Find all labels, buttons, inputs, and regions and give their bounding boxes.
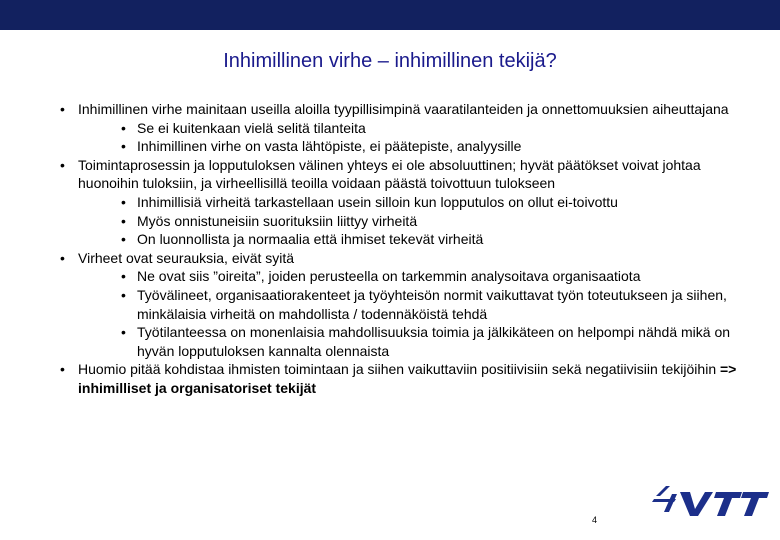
sub-bullet-text: On luonnollista ja normaalia että ihmiset tekevät virheitä bbox=[137, 231, 484, 248]
sub-bullet-marker: • bbox=[121, 119, 126, 136]
sub-bullet-marker: • bbox=[121, 231, 126, 248]
sub-bullet-item bbox=[121, 267, 738, 286]
sub-bullet-item bbox=[121, 286, 738, 323]
sub-bullet-item bbox=[121, 323, 738, 360]
sub-bullet-text: Ne ovat siis ”oireita”, joiden perusteella on tarkemmin analysoitava organisaatiota bbox=[137, 268, 641, 285]
bullet-marker: • bbox=[60, 101, 65, 117]
bullet-item bbox=[58, 249, 738, 361]
sub-bullet-marker: • bbox=[121, 324, 126, 341]
sub-bullet-text: Inhimillinen virhe on vasta lähtöpiste, ei päätepiste, analyysille bbox=[137, 138, 522, 155]
bullet-text: Huomio pitää kohdistaa ihmisten toimintaan ja siihen vaikuttaviin positiivisiin sekä negatiivisiin tekijöihin bbox=[78, 361, 720, 378]
sub-bullet-marker: • bbox=[121, 138, 126, 155]
bullet-marker: • bbox=[60, 249, 65, 266]
logo-wave-mark bbox=[656, 486, 670, 496]
sub-bullet-item bbox=[121, 212, 738, 231]
sub-bullet-text: Myös onnistuneisiin suorituksiin liittyy virheitä bbox=[137, 212, 418, 229]
sub-bullet-marker: • bbox=[121, 268, 126, 285]
sub-bullet-item bbox=[121, 119, 738, 138]
sub-bullet-marker: • bbox=[121, 286, 126, 303]
sub-bullet-text: Inhimillisiä virheitä tarkastellaan usein silloin kun lopputulos on ollut ei-toivottu bbox=[137, 193, 618, 210]
sub-bullet-item bbox=[121, 137, 738, 156]
sub-bullet-list bbox=[78, 193, 738, 249]
bullet-marker: • bbox=[60, 361, 65, 378]
sub-bullet-item bbox=[121, 193, 738, 212]
sub-bullet-marker: • bbox=[121, 212, 126, 229]
slide-title: Inhimillinen virhe – inhimillinen tekijä? bbox=[223, 50, 557, 72]
sub-bullet-list bbox=[78, 267, 738, 360]
bullet-text: Inhimillinen virhe mainitaan useilla aloilla tyypillisimpinä vaaratilanteiden ja onnettomuuksien aiheuttajana bbox=[78, 101, 729, 117]
sub-bullet-marker: • bbox=[121, 193, 126, 210]
top-bar bbox=[0, 0, 780, 30]
vtt-logo bbox=[650, 482, 770, 522]
bullet-marker: • bbox=[60, 156, 65, 173]
sub-bullet-text: Työtilanteessa on monenlaisia mahdollisuuksia toimia ja jälkikäteen on helpompi nähdä mikä on hyvän lopputuloksen kannalta olennaista bbox=[137, 324, 731, 359]
bullet-bold-text: => inhimilliset ja organisatoriset tekijät bbox=[78, 361, 737, 396]
page-number: 4 bbox=[592, 515, 598, 525]
sub-bullet-text: Se ei kuitenkaan vielä selitä tilanteita bbox=[137, 119, 366, 136]
sub-bullet-text: Työvälineet, organisaatiorakenteet ja työyhteisön normit vaikuttavat työn toteutukseen ja siihen, minkälaisia virheitä on mahdollista / todennäköistä tehdä bbox=[137, 286, 727, 322]
bullet-text: Toimintaprosessin ja lopputuloksen välinen yhteys ei ole absoluuttinen; hyvät päätökset voivat johtaa huonoihin tuloksiin, ja virheellisillä teoilla voidaan päästä toivottuun tulokseen bbox=[78, 156, 701, 192]
bullet-list bbox=[58, 100, 738, 398]
bullet-item bbox=[58, 360, 738, 397]
bullet-text: Virheet ovat seurauksia, eivät syitä bbox=[78, 249, 295, 266]
sub-bullet-item bbox=[121, 230, 738, 249]
sub-bullet-list bbox=[78, 119, 738, 156]
bullet-item bbox=[58, 156, 738, 249]
bullet-item bbox=[58, 100, 738, 156]
